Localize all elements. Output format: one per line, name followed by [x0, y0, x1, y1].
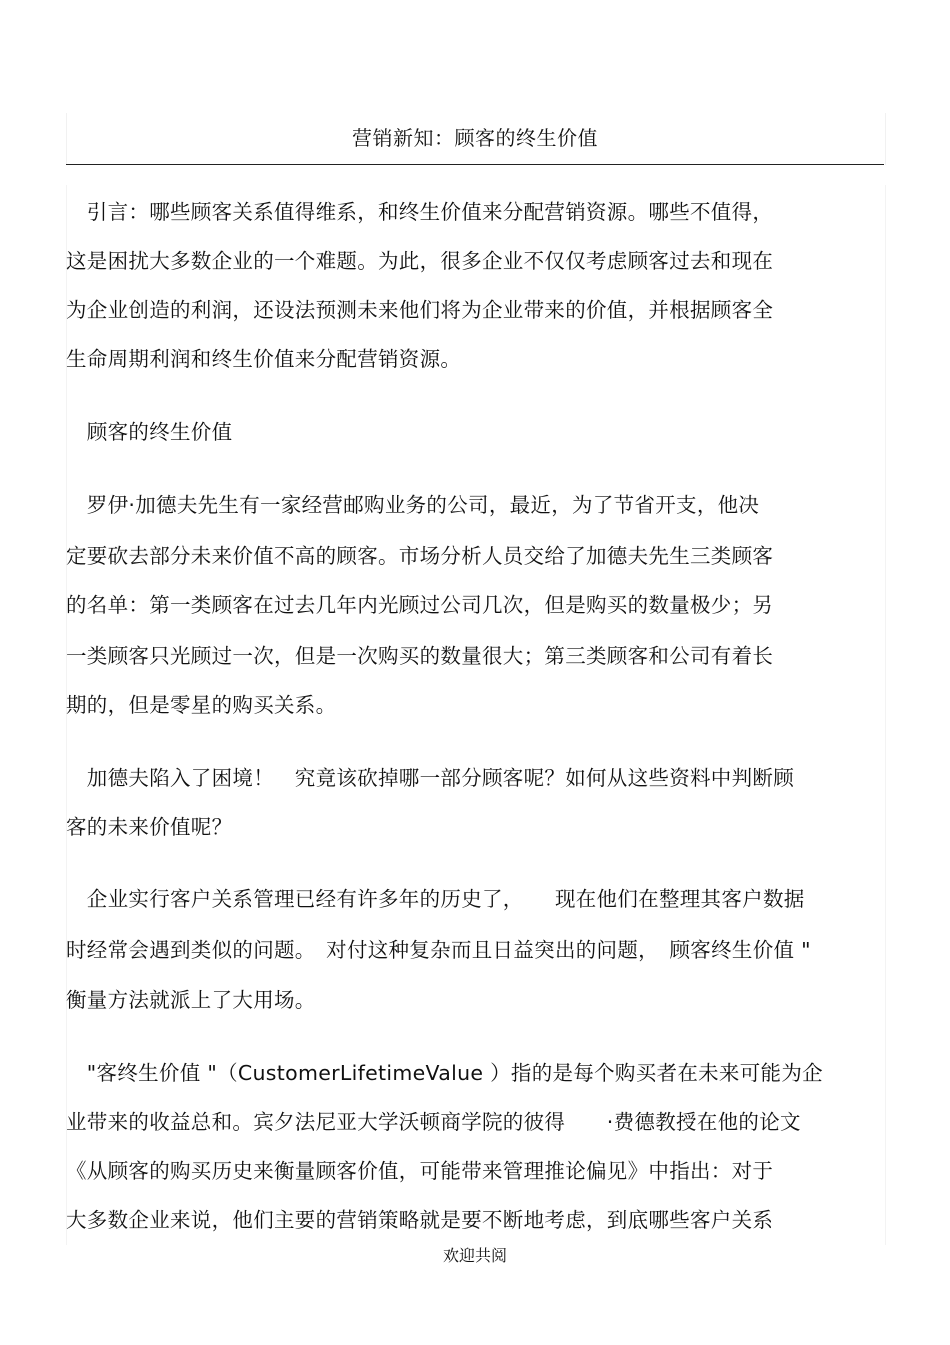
- section-heading: 顾客的终生价值: [66, 420, 233, 444]
- page-footer: 欢迎共阅: [442, 1246, 507, 1265]
- text-line: 为企业创造的利润，还设法预测未来他们将为企业带来的价值，并根据顾客全: [66, 298, 774, 322]
- text-line: 引言：哪些顾客关系值得维系，和终生价值来分配营销资源。哪些不值得，: [66, 200, 774, 224]
- text-line: "客终生价值 "（CustomerLifetimeValue ）指的是每个购买者在未来可能为企: [66, 1061, 823, 1085]
- text-line: 客的未来价值呢？: [66, 815, 233, 839]
- text-line: 《从顾客的购买历史来衡量顾客价值，可能带来管理推论偏见》中指出：对于: [66, 1159, 774, 1183]
- text-line: 的名单：第一类顾客在过去几年内光顾过公司几次，但是购买的数量极少；另: [66, 593, 774, 617]
- page-title: 营销新知：顾客的终生价值: [352, 126, 598, 150]
- text-line: 大多数企业来说，他们主要的营销策略就是要不断地考虑，到底哪些客户关系: [66, 1208, 774, 1232]
- text-line: 衡量方法就派上了大用场。: [66, 988, 316, 1012]
- text-line: 加德夫陷入了困境！ 究竟该砍掉哪一部分顾客呢？如何从这些资料中判断顾: [66, 766, 794, 790]
- text-line: 这是困扰大多数企业的一个难题。为此，很多企业不仅仅考虑顾客过去和现在: [66, 249, 774, 273]
- text-line: 定要砍去部分未来价值不高的顾客。市场分析人员交给了加德夫先生三类顾客: [66, 544, 774, 568]
- text-line: 时经常会遇到类似的问题。 对付这种复杂而且日益突出的问题， 顾客终生价值 ": [66, 938, 811, 962]
- text-line: 罗伊·加德夫先生有一家经营邮购业务的公司，最近，为了节省开支，他决: [66, 493, 760, 517]
- text-line: 企业实行客户关系管理已经有许多年的历史了， 现在他们在整理其客户数据: [66, 887, 805, 911]
- text-line: 期的，但是零星的购买关系。: [66, 693, 337, 717]
- text-line: 业带来的收益总和。宾夕法尼亚大学沃顿商学院的彼得 ·费德教授在他的论文: [66, 1110, 801, 1134]
- text-line: 生命周期利润和终生价值来分配营销资源。: [66, 347, 462, 371]
- text-line: 一类顾客只光顾过一次，但是一次购买的数量很大；第三类顾客和公司有着长: [66, 644, 774, 668]
- title-divider: [66, 164, 884, 165]
